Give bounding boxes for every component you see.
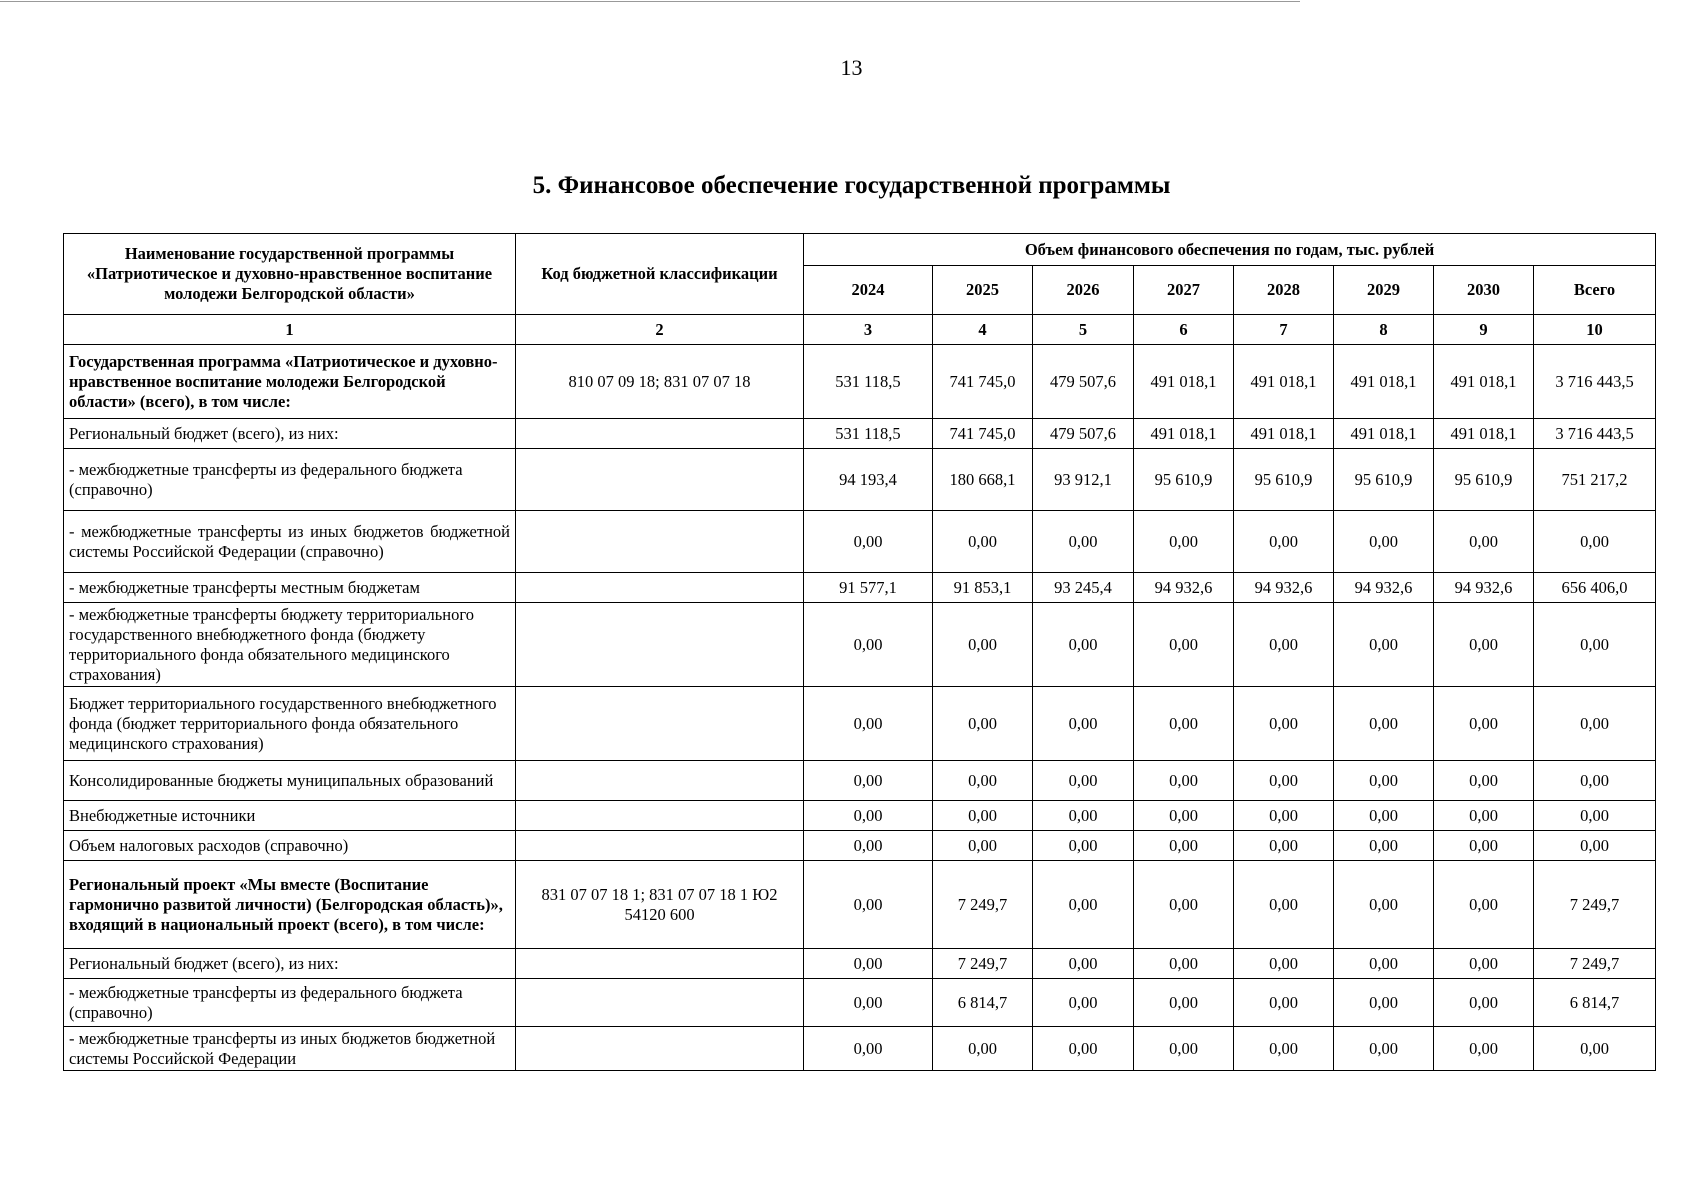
row-value-total: 0,00 — [1534, 511, 1656, 573]
row-budget-code — [516, 1027, 804, 1071]
row-value-total: 3 716 443,5 — [1534, 345, 1656, 419]
row-name: - межбюджетные трансферты бюджету территориального государственного внебюджетного фонда (бюджету территориального фонда обязательного медицинского страхования) — [64, 603, 516, 687]
row-budget-code — [516, 979, 804, 1027]
row-value-2026: 0,00 — [1033, 979, 1134, 1027]
row-value-2024: 0,00 — [804, 687, 933, 761]
row-budget-code — [516, 801, 804, 831]
row-name: Государственная программа «Патриотическое и духовно-нравственное воспитание молодежи Белгородской области» (всего), в том числе: — [64, 345, 516, 419]
table-row — [64, 949, 1656, 979]
row-budget-code — [516, 419, 804, 449]
table-row — [64, 831, 1656, 861]
header-code-column: Код бюджетной классификации — [516, 234, 804, 315]
row-value-2029: 491 018,1 — [1334, 419, 1434, 449]
row-value-2025: 0,00 — [933, 687, 1033, 761]
table-row — [64, 419, 1656, 449]
row-value-2029: 0,00 — [1334, 687, 1434, 761]
row-value-2028: 94 932,6 — [1234, 573, 1334, 603]
row-value-2027: 95 610,9 — [1134, 449, 1234, 511]
column-number: 2 — [516, 315, 804, 345]
row-value-total: 3 716 443,5 — [1534, 419, 1656, 449]
row-value-2026: 0,00 — [1033, 1027, 1134, 1071]
column-number: 10 — [1534, 315, 1656, 345]
row-value-2026: 93 912,1 — [1033, 449, 1134, 511]
row-value-2026: 479 507,6 — [1033, 345, 1134, 419]
row-value-2027: 94 932,6 — [1134, 573, 1234, 603]
row-name: Консолидированные бюджеты муниципальных образований — [64, 761, 516, 801]
row-value-2024: 0,00 — [804, 861, 933, 949]
row-value-2026: 479 507,6 — [1033, 419, 1134, 449]
row-value-2025: 741 745,0 — [933, 345, 1033, 419]
row-value-2024: 91 577,1 — [804, 573, 933, 603]
row-value-2027: 0,00 — [1134, 761, 1234, 801]
row-value-2025: 7 249,7 — [933, 949, 1033, 979]
row-value-2027: 0,00 — [1134, 511, 1234, 573]
row-value-2026: 0,00 — [1033, 949, 1134, 979]
row-value-2027: 0,00 — [1134, 801, 1234, 831]
row-value-2024: 94 193,4 — [804, 449, 933, 511]
row-value-2026: 0,00 — [1033, 603, 1134, 687]
row-value-total: 751 217,2 — [1534, 449, 1656, 511]
row-value-2029: 0,00 — [1334, 603, 1434, 687]
table-row — [64, 761, 1656, 801]
row-value-2028: 0,00 — [1234, 801, 1334, 831]
row-name: Региональный бюджет (всего), из них: — [64, 419, 516, 449]
header-financing-group: Объем финансового обеспечения по годам, тыс. рублей — [804, 234, 1656, 266]
row-value-2028: 0,00 — [1234, 1027, 1334, 1071]
row-budget-code — [516, 831, 804, 861]
row-value-2030: 95 610,9 — [1434, 449, 1534, 511]
column-number: 5 — [1033, 315, 1134, 345]
row-value-2025: 7 249,7 — [933, 861, 1033, 949]
row-value-2030: 0,00 — [1434, 801, 1534, 831]
row-value-2025: 741 745,0 — [933, 419, 1033, 449]
row-value-2030: 0,00 — [1434, 831, 1534, 861]
column-number: 9 — [1434, 315, 1534, 345]
row-value-2025: 0,00 — [933, 801, 1033, 831]
row-budget-code — [516, 687, 804, 761]
row-value-2025: 0,00 — [933, 831, 1033, 861]
row-budget-code — [516, 511, 804, 573]
row-name: - межбюджетные трансферты из федерального бюджета (справочно) — [64, 979, 516, 1027]
column-number: 7 — [1234, 315, 1334, 345]
column-number-row — [64, 315, 1656, 345]
table-row — [64, 573, 1656, 603]
header-year-2025: 2025 — [933, 266, 1033, 315]
row-name: Региональный бюджет (всего), из них: — [64, 949, 516, 979]
row-value-total: 0,00 — [1534, 687, 1656, 761]
header-year-2029: 2029 — [1334, 266, 1434, 315]
row-value-2028: 0,00 — [1234, 761, 1334, 801]
row-value-2029: 0,00 — [1334, 761, 1434, 801]
row-value-2024: 0,00 — [804, 1027, 933, 1071]
row-value-2028: 0,00 — [1234, 603, 1334, 687]
row-value-2030: 0,00 — [1434, 761, 1534, 801]
row-value-2024: 0,00 — [804, 603, 933, 687]
row-value-total: 6 814,7 — [1534, 979, 1656, 1027]
row-name: - межбюджетные трансферты из иных бюджетов бюджетной системы Российской Федерации — [64, 1027, 516, 1071]
row-value-total: 7 249,7 — [1534, 949, 1656, 979]
table-row — [64, 345, 1656, 419]
row-name: - межбюджетные трансферты из федерального бюджета (справочно) — [64, 449, 516, 511]
row-value-2027: 0,00 — [1134, 603, 1234, 687]
row-value-2027: 491 018,1 — [1134, 345, 1234, 419]
row-value-2028: 491 018,1 — [1234, 419, 1334, 449]
header-year-2027: 2027 — [1134, 266, 1234, 315]
row-value-2025: 0,00 — [933, 511, 1033, 573]
row-value-2027: 0,00 — [1134, 687, 1234, 761]
row-budget-code — [516, 761, 804, 801]
row-value-2027: 0,00 — [1134, 979, 1234, 1027]
row-name: Региональный проект «Мы вместе (Воспитание гармонично развитой личности) (Белгородская область)», входящий в национальный проект (всего), в том числе: — [64, 861, 516, 949]
row-budget-code — [516, 949, 804, 979]
row-value-2026: 0,00 — [1033, 687, 1134, 761]
row-budget-code — [516, 449, 804, 511]
row-value-2028: 0,00 — [1234, 511, 1334, 573]
page-number: 13 — [840, 55, 863, 80]
financing-table — [63, 233, 1656, 1071]
row-value-total: 0,00 — [1534, 761, 1656, 801]
table-row — [64, 603, 1656, 687]
row-value-total: 7 249,7 — [1534, 861, 1656, 949]
row-value-2030: 491 018,1 — [1434, 419, 1534, 449]
row-value-total: 0,00 — [1534, 801, 1656, 831]
row-value-2029: 0,00 — [1334, 801, 1434, 831]
column-number: 3 — [804, 315, 933, 345]
row-value-2027: 0,00 — [1134, 861, 1234, 949]
row-value-2028: 95 610,9 — [1234, 449, 1334, 511]
table-row — [64, 979, 1656, 1027]
top-rule — [0, 1, 1300, 2]
row-value-2030: 0,00 — [1434, 949, 1534, 979]
row-value-2029: 0,00 — [1334, 949, 1434, 979]
row-value-2025: 0,00 — [933, 1027, 1033, 1071]
row-value-2024: 0,00 — [804, 511, 933, 573]
row-value-total: 0,00 — [1534, 603, 1656, 687]
row-budget-code — [516, 573, 804, 603]
row-value-2028: 0,00 — [1234, 949, 1334, 979]
row-value-2027: 0,00 — [1134, 1027, 1234, 1071]
row-value-2025: 0,00 — [933, 603, 1033, 687]
header-year-2028: 2028 — [1234, 266, 1334, 315]
column-number: 1 — [64, 315, 516, 345]
row-value-2029: 0,00 — [1334, 861, 1434, 949]
row-value-2028: 0,00 — [1234, 687, 1334, 761]
column-number: 6 — [1134, 315, 1234, 345]
row-value-2025: 0,00 — [933, 761, 1033, 801]
row-name: - межбюджетные трансферты из иных бюджетов бюджетной системы Российской Федерации (справочно) — [64, 511, 516, 573]
row-value-2029: 491 018,1 — [1334, 345, 1434, 419]
row-value-2026: 0,00 — [1033, 761, 1134, 801]
row-name: Внебюджетные источники — [64, 801, 516, 831]
row-value-2025: 91 853,1 — [933, 573, 1033, 603]
row-value-2030: 0,00 — [1434, 861, 1534, 949]
header-year-2026: 2026 — [1033, 266, 1134, 315]
row-value-2030: 0,00 — [1434, 979, 1534, 1027]
row-value-2026: 0,00 — [1033, 831, 1134, 861]
row-value-total: 0,00 — [1534, 831, 1656, 861]
row-value-2030: 0,00 — [1434, 1027, 1534, 1071]
table-row — [64, 1027, 1656, 1071]
row-value-2029: 95 610,9 — [1334, 449, 1434, 511]
row-value-2030: 0,00 — [1434, 687, 1534, 761]
row-value-2028: 491 018,1 — [1234, 345, 1334, 419]
row-value-2029: 0,00 — [1334, 831, 1434, 861]
column-number: 8 — [1334, 315, 1434, 345]
column-number: 4 — [933, 315, 1033, 345]
row-budget-code — [516, 603, 804, 687]
row-value-2027: 0,00 — [1134, 949, 1234, 979]
row-value-2024: 0,00 — [804, 949, 933, 979]
header-year-2024: 2024 — [804, 266, 933, 315]
table-row — [64, 511, 1656, 573]
row-value-2024: 0,00 — [804, 979, 933, 1027]
row-value-2029: 0,00 — [1334, 511, 1434, 573]
row-name: - межбюджетные трансферты местным бюджетам — [64, 573, 516, 603]
row-budget-code: 831 07 07 18 1; 831 07 07 18 1 Ю2 54120 600 — [516, 861, 804, 949]
row-value-2026: 93 245,4 — [1033, 573, 1134, 603]
table-row — [64, 801, 1656, 831]
row-value-2030: 0,00 — [1434, 511, 1534, 573]
row-value-total: 0,00 — [1534, 1027, 1656, 1071]
row-value-2030: 94 932,6 — [1434, 573, 1534, 603]
row-value-2026: 0,00 — [1033, 511, 1134, 573]
row-value-2024: 0,00 — [804, 831, 933, 861]
table-row — [64, 861, 1656, 949]
row-value-2024: 531 118,5 — [804, 345, 933, 419]
row-name: Бюджет территориального государственного внебюджетного фонда (бюджет территориального фонда обязательного медицинского страхования) — [64, 687, 516, 761]
row-budget-code: 810 07 09 18; 831 07 07 18 — [516, 345, 804, 419]
row-value-2029: 94 932,6 — [1334, 573, 1434, 603]
row-value-2025: 6 814,7 — [933, 979, 1033, 1027]
row-value-2027: 491 018,1 — [1134, 419, 1234, 449]
table-row — [64, 687, 1656, 761]
row-value-2030: 491 018,1 — [1434, 345, 1534, 419]
row-value-2028: 0,00 — [1234, 861, 1334, 949]
row-value-2025: 180 668,1 — [933, 449, 1033, 511]
row-value-2028: 0,00 — [1234, 831, 1334, 861]
row-value-total: 656 406,0 — [1534, 573, 1656, 603]
table-row — [64, 449, 1656, 511]
row-name: Объем налоговых расходов (справочно) — [64, 831, 516, 861]
row-value-2026: 0,00 — [1033, 861, 1134, 949]
row-value-2024: 531 118,5 — [804, 419, 933, 449]
section-title: 5. Финансовое обеспечение государственной программы — [532, 172, 1171, 199]
row-value-2026: 0,00 — [1033, 801, 1134, 831]
header-year-2030: 2030 — [1434, 266, 1534, 315]
row-value-2028: 0,00 — [1234, 979, 1334, 1027]
header-total: Всего — [1534, 266, 1656, 315]
row-value-2027: 0,00 — [1134, 831, 1234, 861]
row-value-2030: 0,00 — [1434, 603, 1534, 687]
header-name-column: Наименование государственной программы «Патриотическое и духовно-нравственное воспитание молодежи Белгородской области» — [64, 234, 516, 315]
row-value-2024: 0,00 — [804, 761, 933, 801]
row-value-2024: 0,00 — [804, 801, 933, 831]
row-value-2029: 0,00 — [1334, 979, 1434, 1027]
row-value-2029: 0,00 — [1334, 1027, 1434, 1071]
